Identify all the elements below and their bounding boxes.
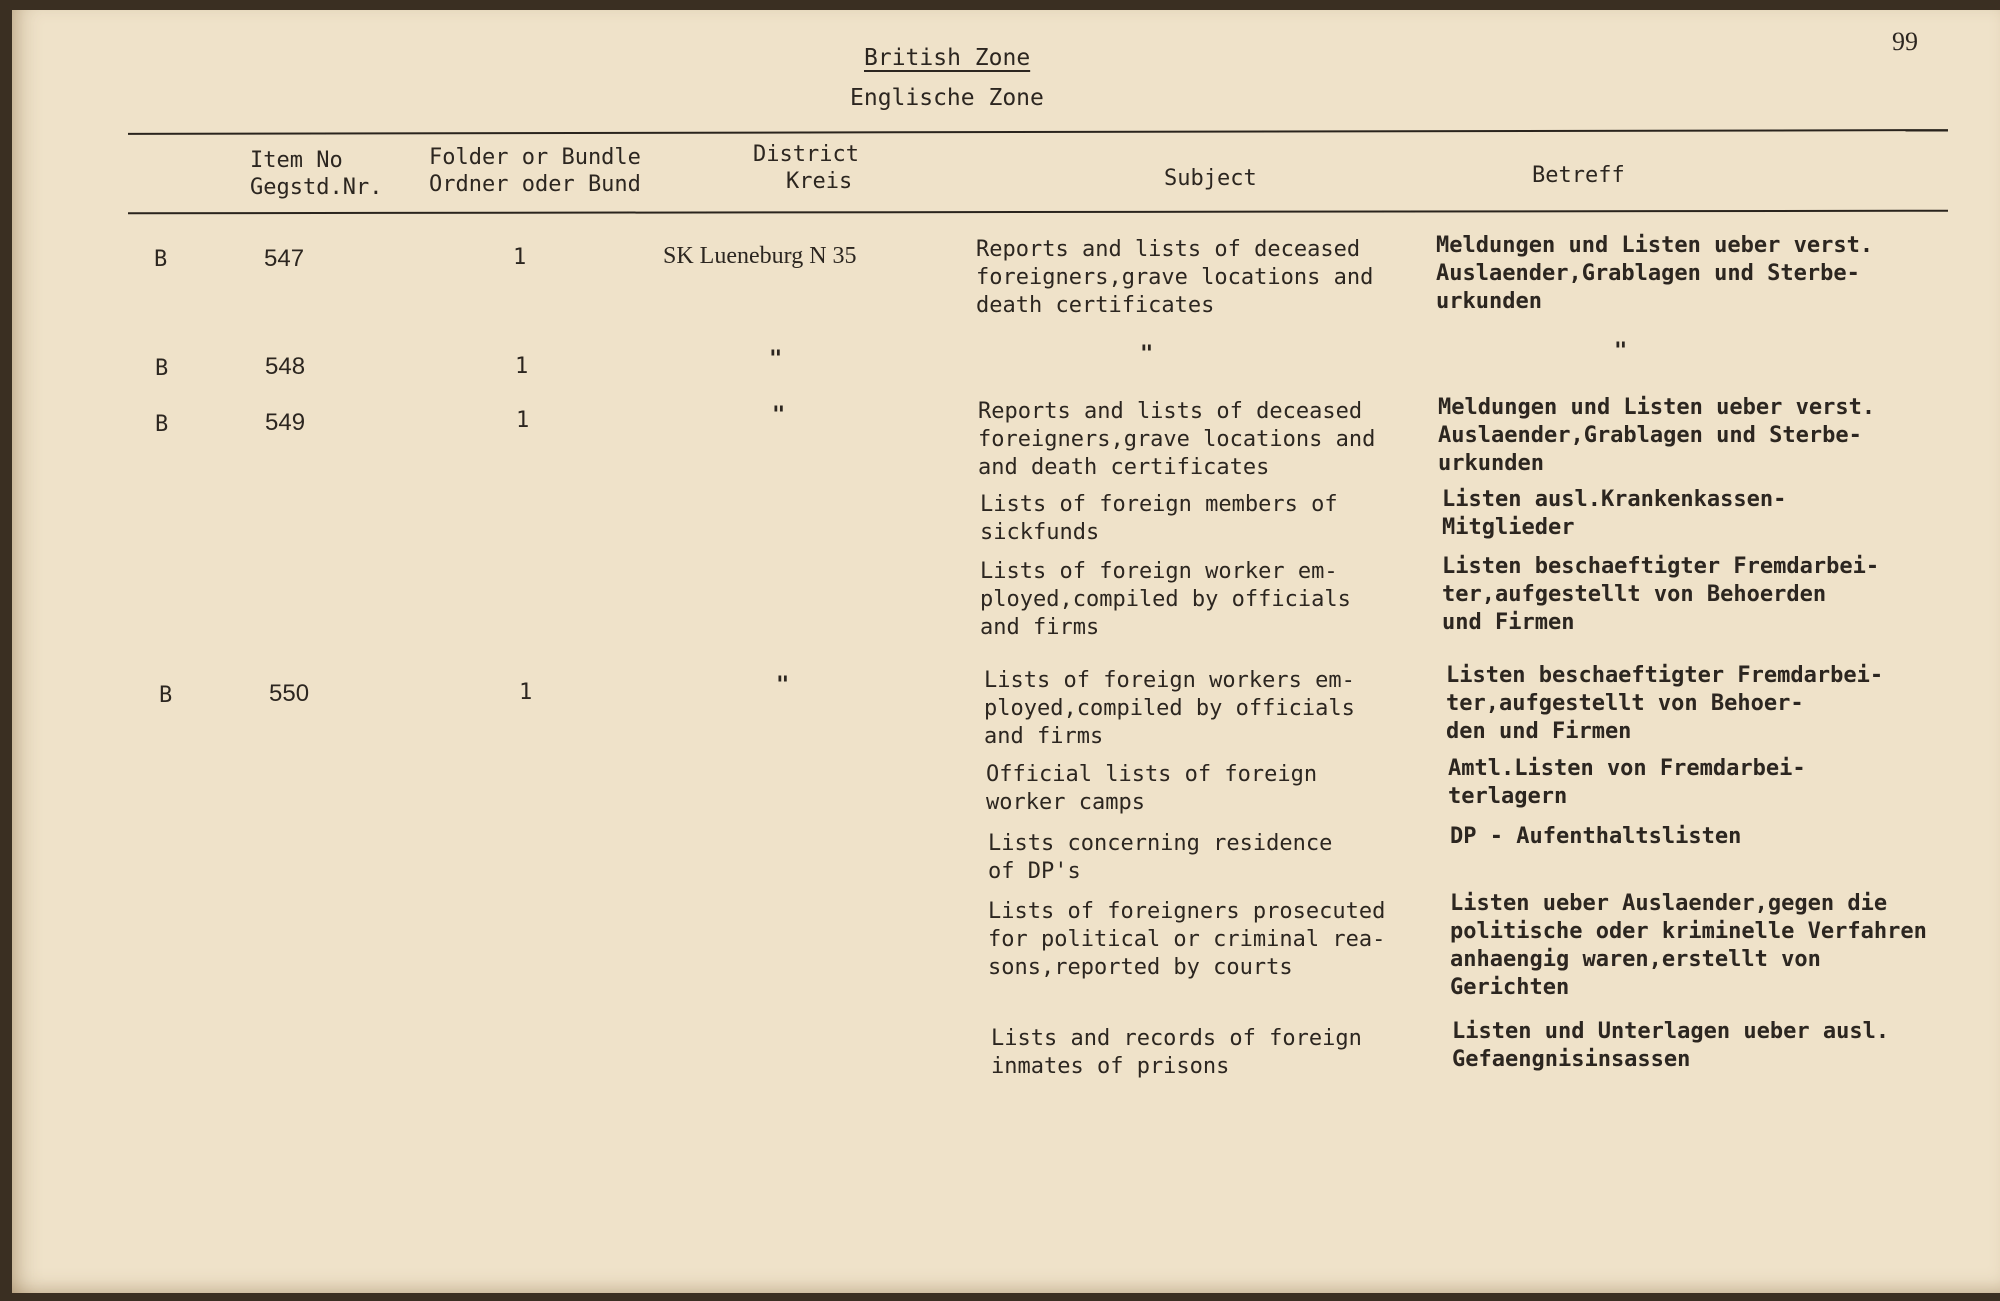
- subject-text: Lists and records of foreign inmates of prisons: [991, 1026, 1362, 1079]
- subject-text: Lists of foreign worker em- ployed,compiled by officials and firms: [980, 559, 1351, 640]
- subject-text: Official lists of foreign worker camps: [986, 762, 1318, 815]
- row-item-number: 547: [264, 245, 305, 272]
- header-subject: Subject: [1164, 166, 1257, 191]
- top-rule: [128, 129, 1948, 135]
- page-number: 99: [1892, 27, 1918, 56]
- header-rule: [128, 210, 1948, 215]
- document-page: [12, 10, 2000, 1293]
- subject-text: Reports and lists of deceased foreigners,grave locations and and death certificates: [978, 399, 1376, 480]
- row-folder: 1: [516, 408, 530, 433]
- row-letter: B: [155, 412, 169, 437]
- subject-text: ": [1140, 342, 1154, 367]
- betreff-text: ": [1614, 339, 1628, 364]
- row-letter: B: [154, 247, 168, 272]
- row-item-number: 548: [265, 353, 306, 380]
- header-folder-en: Folder or Bundle: [429, 145, 641, 170]
- subject-text: Lists of foreign workers em- ployed,compiled by officials and firms: [984, 668, 1355, 749]
- row-district: ": [772, 403, 786, 428]
- row-folder: 1: [513, 245, 527, 270]
- header-betreff: Betreff: [1532, 163, 1625, 188]
- row-item-number: 550: [269, 680, 310, 707]
- header-district-en: District: [753, 142, 859, 167]
- betreff-text: Listen ausl.Krankenkassen- Mitglieder: [1442, 487, 1787, 540]
- subject-text: Reports and lists of deceased foreigners,grave locations and death certificates: [976, 237, 1374, 318]
- row-item-number: 549: [265, 409, 306, 436]
- row-folder: 1: [515, 354, 529, 379]
- row-district: SK Lueneburg N 35: [663, 243, 857, 269]
- betreff-text: Listen ueber Auslaender,gegen die politische oder kriminelle Verfahren anhaengig waren,erstellt von Gerichten: [1450, 891, 1927, 1000]
- row-letter: B: [155, 356, 169, 381]
- betreff-text: Amtl.Listen von Fremdarbei- terlagern: [1448, 756, 1806, 809]
- subject-text: Lists of foreigners prosecuted for political or criminal rea- sons,reported by courts: [988, 899, 1386, 980]
- betreff-text: DP - Aufenthaltslisten: [1450, 824, 1742, 849]
- header-district-de: Kreis: [786, 169, 853, 194]
- subject-text: Lists of foreign members of sickfunds: [980, 492, 1338, 545]
- header-folder-de: Ordner oder Bund: [429, 172, 641, 197]
- row-letter: B: [159, 683, 173, 708]
- header-item-de: Gegstd.Nr.: [250, 175, 383, 200]
- row-district: ": [776, 673, 790, 698]
- betreff-text: Meldungen und Listen ueber verst. Auslaender,Grablagen und Sterbe- urkunden: [1436, 233, 1874, 314]
- betreff-text: Listen und Unterlagen ueber ausl. Gefaengnisinsassen: [1452, 1019, 1890, 1072]
- row-folder: 1: [519, 680, 533, 705]
- title-english: British Zone: [864, 45, 1031, 71]
- header-item-en: Item No: [250, 148, 343, 173]
- betreff-text: Meldungen und Listen ueber verst. Auslaender,Grablagen und Sterbe- urkunden: [1438, 395, 1876, 476]
- betreff-text: Listen beschaeftigter Fremdarbei- ter,aufgestellt von Behoer- den und Firmen: [1446, 663, 1884, 744]
- row-district: ": [769, 347, 783, 372]
- betreff-text: Listen beschaeftigter Fremdarbei- ter,aufgestellt von Behoerden und Firmen: [1442, 554, 1880, 635]
- title-german: Englische Zone: [850, 85, 1044, 111]
- subject-text: Lists concerning residence of DP's: [988, 831, 1333, 884]
